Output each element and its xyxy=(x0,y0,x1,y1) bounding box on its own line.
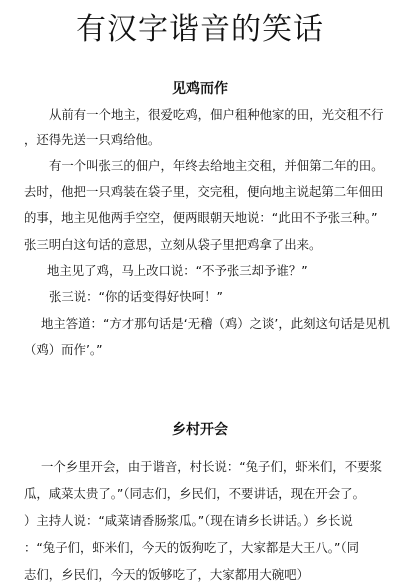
paragraph-line: 地主见了鸡，马上改口说：“不予张三却予谁？” xyxy=(47,263,308,278)
section-heading-1: 见鸡而作 xyxy=(172,81,228,97)
paragraph-line: ：“兔子们，虾米们，今天的饭狗吃了，大家都是大王八。”（同 xyxy=(24,540,359,555)
section-heading-2: 乡村开会 xyxy=(172,422,228,438)
paragraph-line: ）主持人说：“咸菜请香肠浆瓜。”（现在请乡长讲话。）乡长说 xyxy=(24,513,353,528)
paragraph-line: 一个乡里开会，由于谐音，村长说：“兔子们，虾米们，不要浆 xyxy=(41,459,382,474)
paragraph-line: 的事，地主见他两手空空，便两眼朝天地说：“此田不予张三种。” xyxy=(24,210,378,225)
paragraph-line: 去时，他把一只鸡装在袋子里，交完租，便向地主说起第二年佃田 xyxy=(24,184,384,199)
paragraph-line: （鸡）而作’。” xyxy=(24,342,103,357)
paragraph-line: 张三明白这句话的意思，立刻从袋子里把鸡拿了出来。 xyxy=(24,237,322,252)
paragraph-line: 志们，乡民们，今天的饭够吃了，大家都用大碗吧） xyxy=(24,567,309,582)
page-title: 有汉字谐音的笑话 xyxy=(76,12,324,47)
paragraph-line: ，还得先送一只鸡给他。 xyxy=(24,132,161,147)
paragraph-line: 张三说：“你的话变得好快呵！” xyxy=(49,289,223,304)
paragraph-line: 有一个叫张三的佃户，年终去给地主交租，并佃第二年的田。 xyxy=(49,158,384,173)
paragraph-line: 地主答道：“方才那句话是‘无稽（鸡）之谈’，此刻这句话是见机 xyxy=(41,316,390,331)
paragraph-line: 瓜，咸菜太贵了。”（同志们，乡民们，不要讲话，现在开会了。 xyxy=(24,486,365,501)
paragraph-line: 从前有一个地主，很爱吃鸡，佃户租种他家的田，光交租不行 xyxy=(49,107,384,122)
